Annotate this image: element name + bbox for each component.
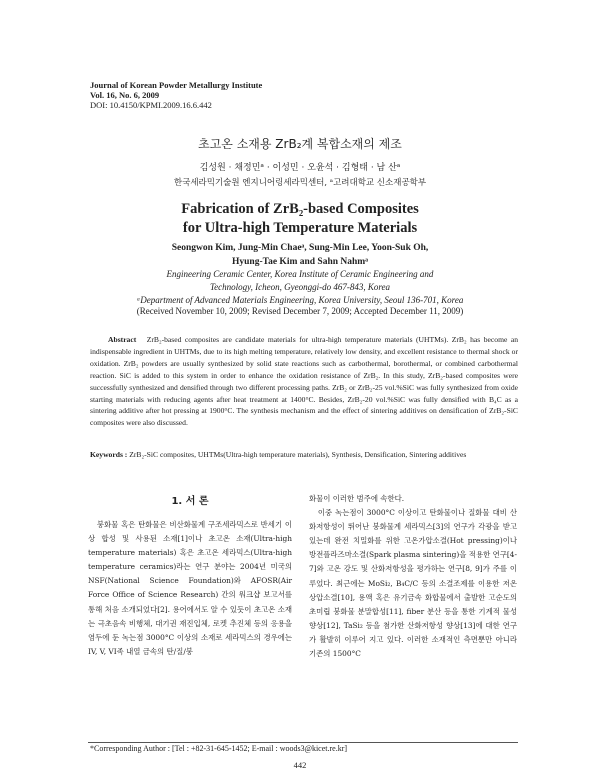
section-heading-introduction: 1. 서 론	[171, 496, 209, 507]
korean-affiliation: 한국세라믹기술원 엔지니어링세라믹센터, ᵃ고려대학교 신소재공학부	[173, 178, 427, 188]
intro-paragraph-1: 붕화물 혹은 탄화물은 비산화물계 구조세라믹스로 반세기 이상 합성 및 사용된 소재[1]이나 초고온 소재(Ultra-high temperature materials) 혹은 초고온 세라믹스(Ultra-high temperature ceramics)라는 연구 분야는 2004년 미국의 NSF(National Science Foundation)와 AFOSR(Air Force Office of Science Research) 간의 워크샵 보고서를 통해 처음 소개되었다[2]. 용어에서도 알 수 있듯이 초고온 소재는 극초음속 비행체, 대기권 재진입체, 로켓 추진체 등의 응용을 염두에 둔 녹는점 3000°C 이상의 소재로 세라믹스의 경우에는 IV, V, VI족 내열 금속의 탄/질/붕	[88, 520, 292, 656]
english-authors-line2: Hyung-Tae Kim and Sahn Nahmᵃ	[232, 257, 368, 267]
footnote-divider	[88, 742, 518, 743]
journal-name: Journal of Korean Powder Metallurgy Institute	[90, 80, 263, 90]
english-affil-line3: ᵃDepartment of Advanced Materials Engineering, Korea University, Seoul 136-701, Korea	[136, 295, 464, 305]
english-title-line2: for Ultra-high Temperature Materials	[182, 220, 418, 236]
english-affil-line1: Engineering Ceramic Center, Korea Institute of Ceramic Engineering and	[166, 269, 434, 279]
english-authors	[0, 241, 600, 269]
body-column-right	[309, 492, 517, 661]
received-dates: (Received November 10, 2009; Revised December 7, 2009; Accepted December 11, 2009)	[136, 306, 464, 316]
journal-volume: Vol. 16, No. 6, 2009	[90, 90, 160, 100]
journal-doi: DOI: 10.4150/KPMI.2009.16.6.442	[90, 100, 212, 110]
journal-header	[90, 80, 262, 110]
english-title	[0, 200, 600, 238]
keywords-label: Keywords :	[90, 450, 128, 459]
intro-paragraph-1-cont: 화물이 이러한 범주에 속한다.	[309, 494, 405, 503]
keywords-text: ZrB₂-SiC composites, UHTMs(Ultra-high temperature materials), Synthesis, Densification, Sintering additives	[129, 450, 467, 459]
keywords	[90, 449, 518, 461]
korean-authors: 김성원 · 채정민ᵃ · 이성민 · 오윤석 · 김형태 · 남 산ᵃ	[199, 163, 401, 173]
abstract	[90, 334, 518, 429]
page-number: 442	[293, 760, 307, 770]
english-authors-line1: Seongwon Kim, Jung-Min Chaeᵃ, Sung-Min Lee, Yoon-Suk Oh,	[171, 243, 429, 253]
english-title-line1: Fabrication of ZrB₂-based Composites	[181, 201, 419, 217]
body-column-left	[88, 518, 292, 659]
abstract-label: Abstract	[108, 335, 137, 344]
intro-paragraph-2: 이중 녹는점이 3000°C 이상이고 탄화물이나 질화물 대비 산화저항성이 뛰어난 붕화물계 세라믹스[3]의 연구가 각광을 받고 있는데 완전 치밀화를 위한 고온가압소결(Hot pressing)이나 방전플라즈마소결(Spark plasma sintering)을 적용한 연구[4-7]와 고온 강도 및 산화저항성을 평가하는 연구[8, 9]가 주를 이루었다. 최근에는 MoSi₂, B₄C/C 등의 소결조제를 이용한 저온상압소결[10], 용액 혹은 유기금속 화합물에서 출발한 고순도의 초미립 붕화물 분말합성[11], fiber 분산 등을 통한 기계적 물성 향상[12], TaSi₂ 등을 첨가한 산화저항성 향상[13]에 대한 연구가 활발히 이루어 지고 있다. 이러한 소재적인 측면뿐만 아니라 기존의 1500°C	[309, 508, 517, 659]
korean-title: 초고온 소재용 ZrB₂계 복합소재의 제조	[198, 137, 402, 151]
abstract-text: ZrB₂-based composites are candidate materials for ultra-high temperature materials (UHTMs). ZrB₂ has become an indispensable ingredient in UHTMs, due to its high melting temperature, relatively low density, and excellent resistance to thermal shock or oxidation. ZrB₂ powders are usually synthesized by solid state reactions such as carbothermal, borothermal, or combined carbothermal reaction. SiC is added to this system in order to enhance the oxidation resistance of ZrB₂. In this study, ZrB₂-based composites were successfully synthesized and densified through two different processing paths. ZrB₂ or ZrB₂-25 vol.%SiC was fully synthesized from oxide starting materials with reducing agents after heat treatment at 1400°C. Besides, ZrB₂-20 vol.%SiC was fully densified with B₄C as a sintering additive after hot pressing at 1900°C. The synthesis mechanism and the effect of sintering additives on densification of ZrB₂-SiC composites were also discussed.	[90, 335, 518, 428]
corresponding-author-footnote: *Corresponding Author : [Tel : +82-31-645-1452; E-mail : woods3@kicet.re.kr]	[90, 744, 348, 753]
english-affil-line2: Technology, Icheon, Gyeonggi-do 467-843, Korea	[209, 282, 391, 292]
english-affiliation	[0, 268, 600, 307]
